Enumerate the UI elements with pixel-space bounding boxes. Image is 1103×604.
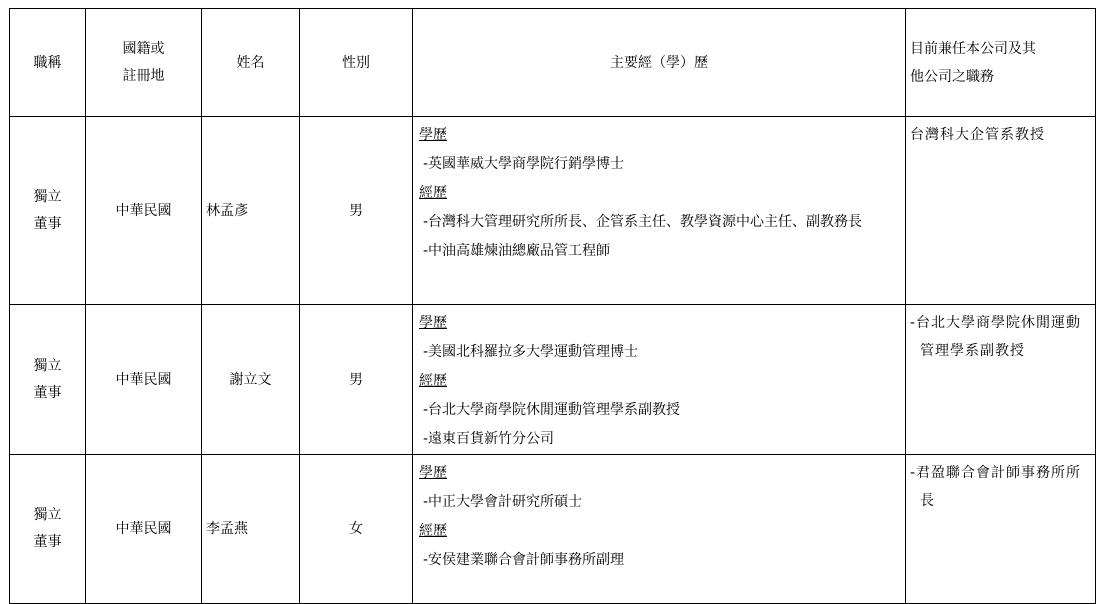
education-heading: 學歷 — [419, 315, 447, 331]
row-title: 獨立 董事 — [10, 305, 86, 455]
header-concurrent: 目前兼任本公司及其 他公司之職務 — [906, 9, 1096, 117]
row-concurrent — [906, 305, 1096, 455]
table-row — [10, 455, 1096, 604]
row-title: 獨立 董事 — [10, 117, 86, 305]
row-nationality: 中華民國 — [86, 305, 202, 455]
row-nationality: 中華民國 — [86, 455, 202, 604]
row-experience — [413, 117, 906, 305]
experience-heading: 經歷 — [419, 373, 447, 389]
row-experience — [413, 305, 906, 455]
experience-item: -台灣科大管理研究所所長、企管系主任、教學資源中心主任、副教務長 — [423, 214, 863, 230]
row-gender: 男 — [300, 305, 413, 455]
concurrent-item: 台灣科大企管系教授 — [910, 127, 1045, 143]
education-item: -英國華威大學商學院行銷學博士 — [423, 156, 625, 172]
table-row — [10, 117, 1096, 305]
education-item: -美國北科羅拉多大學運動管理博士 — [423, 344, 639, 360]
experience-item: -台北大學商學院休閒運動管理學系副教授 — [423, 402, 681, 418]
director-table — [9, 8, 1096, 604]
header-gender: 性別 — [300, 9, 413, 117]
header-experience: 主要經（學）歷 — [413, 9, 906, 117]
row-name: 李孟燕 — [202, 455, 300, 604]
table-row — [10, 305, 1096, 455]
experience-item: -遠東百貨新竹分公司 — [423, 431, 555, 447]
row-concurrent — [906, 117, 1096, 305]
row-name: 謝立文 — [202, 305, 300, 455]
concurrent-item: -台北大學商學院休閒運動管理學系副教授 — [910, 315, 1082, 359]
experience-item: -中油高雄煉油總廠品管工程師 — [423, 243, 611, 259]
row-gender: 男 — [300, 117, 413, 305]
row-gender: 女 — [300, 455, 413, 604]
concurrent-item: -君盈聯合會計師事務所所長 — [910, 465, 1082, 509]
experience-heading: 經歷 — [419, 185, 447, 201]
row-nationality: 中華民國 — [86, 117, 202, 305]
row-experience — [413, 455, 906, 604]
row-title: 獨立 董事 — [10, 455, 86, 604]
experience-heading: 經歷 — [419, 523, 447, 539]
education-heading: 學歷 — [419, 465, 447, 481]
experience-item: -安侯建業聯合會計師事務所副理 — [423, 552, 625, 568]
row-concurrent — [906, 455, 1096, 604]
education-heading: 學歷 — [419, 127, 447, 143]
header-title: 職稱 — [10, 9, 86, 117]
header-row — [10, 9, 1096, 117]
header-name: 姓名 — [202, 9, 300, 117]
row-name: 林孟彥 — [202, 117, 300, 305]
header-nationality: 國籍或 註冊地 — [86, 9, 202, 117]
education-item: -中正大學會計研究所碩士 — [423, 494, 583, 510]
